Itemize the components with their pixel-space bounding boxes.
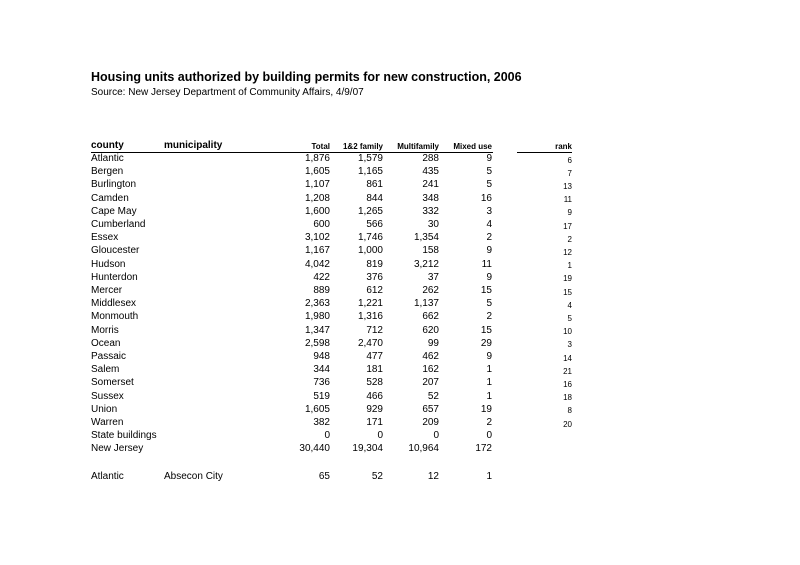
cell-mixed-use: 19: [480, 403, 492, 415]
cell-county: Warren: [91, 417, 124, 428]
cell-county: Sussex: [91, 390, 124, 402]
header-county: county: [91, 140, 124, 151]
cell-multifamily: 348: [422, 192, 439, 204]
cell-municipality: Absecon City: [164, 471, 223, 482]
cell-mixed-use: 9: [486, 271, 492, 283]
cell-multifamily: 162: [422, 364, 439, 376]
cell-county: Passaic: [91, 351, 127, 362]
cell-total: 0: [324, 430, 330, 442]
cell-1-2-family: 1,746: [357, 232, 383, 244]
cell-mixed-use: 9: [486, 245, 492, 257]
cell-1-2-family: 1,165: [357, 166, 383, 178]
cell-total: 736: [313, 377, 330, 389]
cell-rank: 16: [563, 379, 572, 389]
cell-multifamily: 241: [422, 179, 439, 191]
cell-1-2-family: 19,304: [352, 443, 383, 455]
cell-total: 422: [313, 271, 330, 283]
cell-county: Cumberland: [91, 219, 146, 230]
cell-total: 1,600: [304, 205, 330, 217]
cell-county: Monmouth: [91, 311, 139, 323]
cell-rank: 9: [567, 208, 572, 218]
cell-rank: 5: [567, 313, 572, 323]
cell-mixed-use: 15: [480, 324, 492, 336]
cell-total: 948: [313, 351, 330, 362]
cell-multifamily: 1,137: [413, 298, 439, 310]
cell-1-2-family: 466: [366, 390, 383, 402]
cell-county: Atlantic: [91, 153, 124, 164]
cell-mixed-use: 3: [486, 205, 492, 217]
cell-1-2-family: 171: [366, 417, 383, 428]
cell-total: 1,605: [304, 166, 330, 178]
cell-total: 2,363: [304, 298, 330, 310]
cell-total: 65: [318, 471, 330, 482]
cell-rank: 10: [563, 327, 572, 337]
cell-county: Atlantic: [91, 471, 124, 482]
cell-mixed-use: 0: [486, 430, 492, 442]
cell-multifamily: 30: [427, 219, 439, 230]
cell-county: Middlesex: [91, 298, 137, 310]
cell-rank: 17: [563, 221, 572, 231]
header-mixed-use: Mixed use: [453, 142, 492, 151]
header-rank: rank: [555, 142, 572, 151]
cell-rank: 3: [567, 340, 572, 350]
rank-header-rule: [517, 152, 572, 153]
cell-mixed-use: 2: [486, 417, 492, 428]
cell-1-2-family: 566: [366, 219, 383, 230]
cell-rank: 7: [567, 168, 572, 178]
cell-mixed-use: 1: [486, 364, 492, 376]
cell-rank: 2: [567, 234, 572, 244]
cell-multifamily: 37: [427, 271, 439, 283]
cell-1-2-family: 376: [366, 271, 383, 283]
cell-mixed-use: 5: [486, 179, 492, 191]
cell-mixed-use: 2: [486, 311, 492, 323]
cell-county: Essex: [91, 232, 119, 244]
cell-rank: 18: [563, 393, 572, 403]
cell-multifamily: 435: [422, 166, 439, 178]
cell-total: 382: [313, 417, 330, 428]
cell-total: 1,876: [304, 153, 330, 164]
cell-total: 1,605: [304, 403, 330, 415]
source-note: Source: New Jersey Department of Community Affairs, 4/9/07: [91, 87, 364, 98]
cell-total: 1,208: [304, 192, 330, 204]
cell-1-2-family: 1,221: [357, 298, 383, 310]
cell-1-2-family: 712: [366, 324, 383, 336]
cell-county: Camden: [91, 192, 129, 204]
cell-mixed-use: 9: [486, 153, 492, 164]
cell-mixed-use: 16: [480, 192, 492, 204]
cell-multifamily: 209: [422, 417, 439, 428]
cell-rank: 13: [563, 181, 572, 191]
cell-1-2-family: 819: [366, 258, 383, 270]
cell-1-2-family: 0: [377, 430, 383, 442]
cell-1-2-family: 844: [366, 192, 383, 204]
cell-county: State buildings: [91, 430, 157, 442]
cell-total: 1,167: [304, 245, 330, 257]
cell-rank: 12: [563, 247, 572, 257]
cell-mixed-use: 1: [486, 390, 492, 402]
cell-1-2-family: 1,265: [357, 205, 383, 217]
cell-rank: 19: [563, 274, 572, 284]
cell-county: Hunterdon: [91, 271, 138, 283]
cell-multifamily: 52: [427, 390, 439, 402]
cell-rank: 20: [563, 419, 572, 429]
cell-county: Morris: [91, 324, 119, 336]
cell-multifamily: 99: [427, 337, 439, 349]
cell-county: Gloucester: [91, 245, 140, 257]
cell-mixed-use: 29: [480, 337, 492, 349]
cell-county: Salem: [91, 364, 120, 376]
cell-mixed-use: 15: [480, 285, 492, 296]
cell-mixed-use: 1: [486, 377, 492, 389]
cell-multifamily: 620: [422, 324, 439, 336]
cell-total: 600: [313, 219, 330, 230]
cell-1-2-family: 612: [366, 285, 383, 296]
cell-1-2-family: 1,579: [357, 153, 383, 164]
cell-county: Burlington: [91, 179, 137, 191]
cell-mixed-use: 172: [475, 443, 492, 455]
cell-1-2-family: 929: [366, 403, 383, 415]
cell-total: 1,107: [304, 179, 330, 191]
cell-rank: 4: [567, 300, 572, 310]
cell-1-2-family: 861: [366, 179, 383, 191]
cell-multifamily: 657: [422, 403, 439, 415]
cell-total: 344: [313, 364, 330, 376]
cell-multifamily: 262: [422, 285, 439, 296]
cell-multifamily: 207: [422, 377, 439, 389]
cell-1-2-family: 2,470: [357, 337, 383, 349]
cell-1-2-family: 528: [366, 377, 383, 389]
cell-county: Bergen: [91, 166, 124, 178]
header-municipality: municipality: [164, 140, 223, 151]
cell-county: Ocean: [91, 337, 121, 349]
cell-total: 1,347: [304, 324, 330, 336]
cell-mixed-use: 5: [486, 298, 492, 310]
header-total: Total: [311, 142, 330, 151]
cell-county: Union: [91, 403, 118, 415]
cell-multifamily: 662: [422, 311, 439, 323]
cell-multifamily: 12: [427, 471, 439, 482]
cell-1-2-family: 1,316: [357, 311, 383, 323]
cell-multifamily: 10,964: [408, 443, 439, 455]
cell-total: 4,042: [304, 258, 330, 270]
cell-multifamily: 3,212: [413, 258, 439, 270]
cell-county: Mercer: [91, 285, 123, 296]
cell-total: 1,980: [304, 311, 330, 323]
cell-rank: 6: [567, 155, 572, 165]
cell-multifamily: 0: [433, 430, 439, 442]
cell-multifamily: 332: [422, 205, 439, 217]
cell-mixed-use: 9: [486, 351, 492, 362]
cell-mixed-use: 5: [486, 166, 492, 178]
cell-total: 2,598: [304, 337, 330, 349]
cell-1-2-family: 1,000: [357, 245, 383, 257]
cell-1-2-family: 52: [371, 471, 383, 482]
cell-total: 30,440: [299, 443, 330, 455]
cell-total: 3,102: [304, 232, 330, 244]
cell-rank: 15: [563, 287, 572, 297]
cell-multifamily: 158: [422, 245, 439, 257]
cell-1-2-family: 181: [366, 364, 383, 376]
cell-county: Cape May: [91, 205, 137, 217]
cell-county: Hudson: [91, 258, 126, 270]
cell-multifamily: 288: [422, 153, 439, 164]
cell-county: New Jersey: [91, 443, 144, 455]
cell-mixed-use: 4: [486, 219, 492, 230]
cell-mixed-use: 2: [486, 232, 492, 244]
header-multifamily: Multifamily: [397, 142, 439, 151]
cell-county: Somerset: [91, 377, 134, 389]
cell-multifamily: 1,354: [413, 232, 439, 244]
cell-total: 889: [313, 285, 330, 296]
cell-total: 519: [313, 390, 330, 402]
cell-mixed-use: 1: [486, 471, 492, 482]
page-title: Housing units authorized by building permits for new construction, 2006: [91, 70, 522, 84]
cell-1-2-family: 477: [366, 351, 383, 362]
cell-multifamily: 462: [422, 351, 439, 362]
cell-rank: 8: [567, 406, 572, 416]
header-1-2-family: 1&2 family: [342, 142, 383, 151]
cell-mixed-use: 11: [481, 258, 492, 270]
cell-rank: 14: [563, 353, 572, 363]
cell-rank: 1: [567, 261, 572, 271]
cell-rank: 21: [563, 366, 572, 376]
cell-rank: 11: [563, 195, 572, 205]
